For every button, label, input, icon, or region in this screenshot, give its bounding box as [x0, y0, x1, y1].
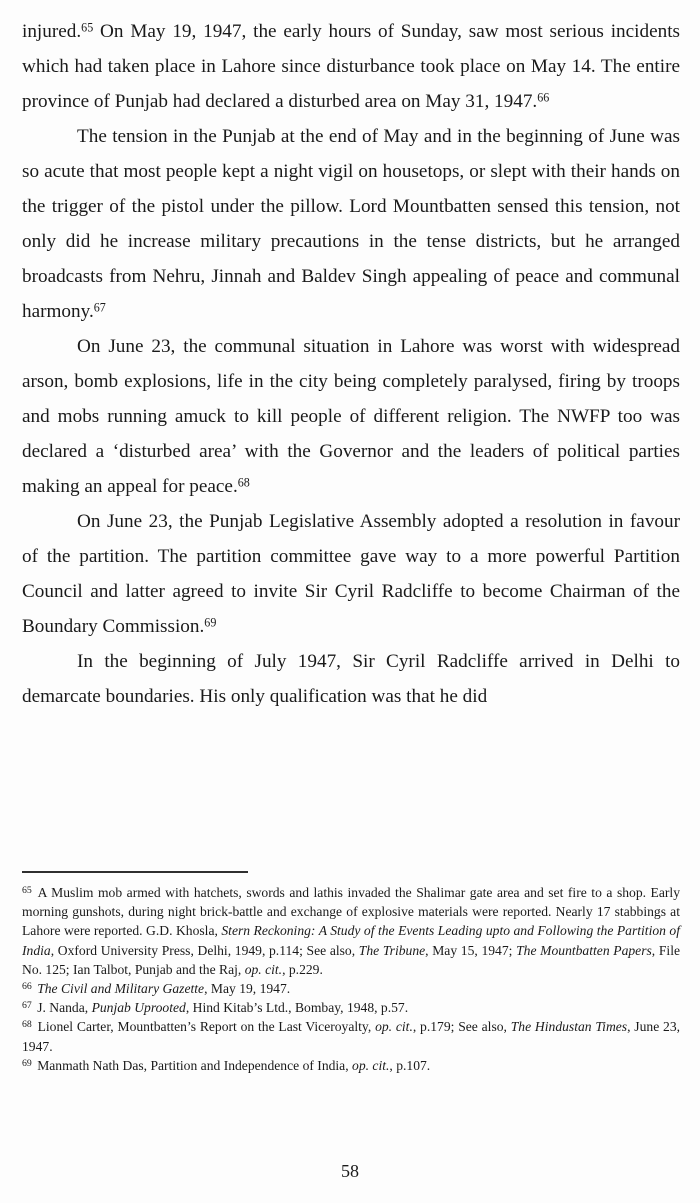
footnote-reference-66: 66 — [537, 90, 550, 105]
italic-title: Punjab Uprooted — [91, 1000, 186, 1016]
italic-title: The Hindustan Times — [510, 1019, 628, 1035]
body-paragraph: injured.$^{65}$ On May 19, 1947, the early hours of Sunday, saw most serious incidents which had taken place in Lahore since disturbance took place on May 14. The entire province of Punjab had declared a disturbed area on May 31, 1947.66 — [22, 20, 680, 112]
body-paragraph: On June 23, the Punjab Legislative Assembly adopted a resolution in favour of the partition. The partition committee gave way to a more powerful Partition Council and latter agreed to invite Sir Cyril Radcliffe to become Chairman of the Boundary Commission.$^{69}$ — [22, 511, 680, 637]
body-paragraph: The tension in the Punjab at the end of May and in the beginning of June was so acute that most people kept a night vigil on housetops, or slept with their hands on the trigger of the pistol under the pillow. Lord Mountbatten sensed this tension, not only did he increase military precautions in the tense districts, but he arranged broadcasts from Nehru, Jinnah and Baldev Singh appealing of peace and communal harmony.$^{67}$ — [22, 126, 680, 322]
footnote-number-69: 69 — [22, 1057, 32, 1069]
italic-title: op. cit. — [244, 961, 283, 977]
footnote-reference-67: 67 — [93, 300, 106, 315]
footnote-69: $^{69}$ Manmath Nath Das, Partition and Independence of India, op. cit., p.107. — [22, 1057, 431, 1073]
footnote-number-67: 67 — [22, 1000, 32, 1012]
footnote-68: $^{68}$ Lionel Carter, Mountbatten’s Report on the Last Viceroyalty, op. cit., p.179; See also, The Hindustan Times, June 23, 1947. — [22, 1019, 681, 1054]
footnote-67: $^{67}$ J. Nanda, Punjab Uprooted, Hind Kitab’s Ltd., Bombay, 1948, p.57. — [22, 1000, 409, 1016]
italic-title: Stern Reckoning: A Study of the Events Leading upto and Following the Partition of India — [22, 923, 681, 958]
body-paragraph: In the beginning of July 1947, Sir Cyril Radcliffe arrived in Delhi to demarcate boundaries. His only qualification was that he did — [22, 651, 680, 707]
italic-title: The Tribune — [358, 942, 426, 958]
italic-title: The Civil and Military Gazette — [37, 981, 205, 997]
italic-title: op. cit. — [375, 1019, 413, 1035]
body-text-area — [22, 14, 680, 714]
page-number: 58 — [341, 1161, 359, 1181]
footnote-66: $^{66}$ The Civil and Military Gazette, May 19, 1947. — [22, 980, 291, 997]
footnote-number-66: 66 — [22, 980, 32, 992]
footnote-reference-65: 65 — [81, 20, 94, 35]
italic-title: The Mountbatten Papers — [516, 942, 652, 958]
body-paragraph: On June 23, the communal situation in Lahore was worst with widespread arson, bomb explosions, life in the city being completely paralysed, firing by troops and mobs running amuck to kill people of different religion. The NWFP too was declared a ‘disturbed area’ with the Governor and the leaders of political parties making an appeal for peace.$^{68}$ — [22, 336, 680, 497]
italic-title: op. cit. — [352, 1057, 390, 1073]
footnote-reference-69: 69 — [204, 615, 217, 630]
footnote-separator-rule — [22, 871, 248, 873]
footnote-reference-68: 68 — [237, 475, 250, 490]
footnote-number-68: 68 — [22, 1019, 32, 1031]
footnote-65: $^{65}$ A Muslim mob armed with hatchets, swords and lathis invaded the Shalimar gate area and set fire to a shop. Early morning gunshots, during night brick-battle and exchange of explosive materials were reported. Nearly 17 stabbings at Lahore were reported. G.D. Khosla, Stern Reckoning: A Study of the Events Leading upto and Following the Partition of India, Oxford University Press, Delhi, 1949, p.114; See also, The Tribune, May 15, 1947; The Mountbatten Papers, File No. 125; Ian Talbot, Punjab and the Raj, op. cit., p.229. — [22, 884, 681, 977]
footnote-number-65: 65 — [22, 884, 32, 896]
footnote-area — [22, 871, 680, 1075]
footnote-list — [22, 883, 680, 1075]
